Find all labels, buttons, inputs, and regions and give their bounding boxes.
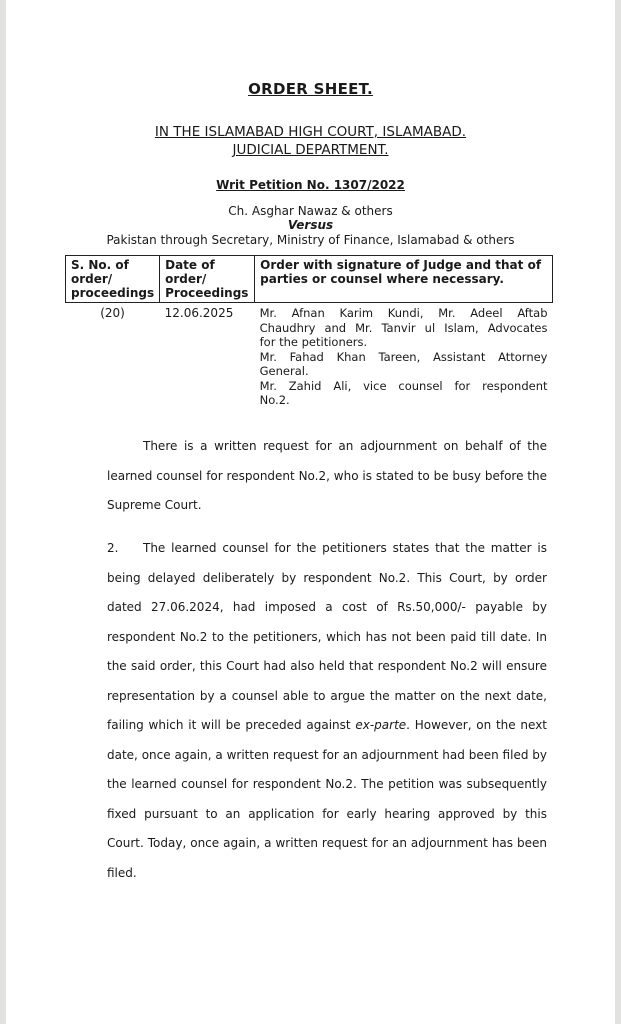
row-serial-number: (20) <box>100 306 125 320</box>
paragraph-2-text-a: The learned counsel for the petitioners states that the matter is being delayed deliberately by respondent No.2. This Court, by order dated 27.06.2024, had imposed a cost of Rs.50,000/- payable by respondent No.2 to the petitioners, which has not been paid till date. In the said order, this Court had also held that respondent No.2 will ensure representation by a counsel able to argue the matter on the next date, failing which it will be preceded against <box>107 541 547 732</box>
respondent-name: Pakistan through Secretary, Ministry of Finance, Islamabad & others <box>106 233 515 247</box>
paragraph-2-text-b: . However, on the next date, once again, a written request for an adjournment had been filed by the learned counsel for respondent No.2. The petition was subsequently fixed pursuant to an application for early hearing approved by this Court. Today, once again, a written request for an adjournment has been filed. <box>107 718 548 880</box>
table-row <box>66 303 553 411</box>
writ-petition-number: Writ Petition No. 1307/2022 <box>216 178 405 192</box>
paragraph-1 <box>107 432 547 521</box>
paragraph-2 <box>107 534 547 888</box>
petitioner-name: Ch. Asghar Nawaz & others <box>228 204 393 218</box>
court-name: IN THE ISLAMABAD HIGH COURT, ISLAMABAD. <box>154 124 467 140</box>
order-table-header-row <box>66 256 553 303</box>
order-table <box>65 255 553 411</box>
versus-label: Versus <box>287 218 334 232</box>
row-date: 12.06.2025 <box>164 306 234 320</box>
header-serial-number: S. No. of order/ proceedings <box>66 256 160 303</box>
paragraph-2-number: 2. <box>107 541 119 555</box>
row-appearance: Mr. Afnan Karim Kundi, Mr. Adeel Aftab Chaudhry and Mr. Tanvir ul Islam, Advocates for the petitioners. Mr. Fahad Khan Tareen, Assistant Attorney General. Mr. Zahid Ali, vice counsel for respondent No.2. <box>259 306 548 407</box>
order-sheet-title: ORDER SHEET. <box>248 80 373 98</box>
department-name: JUDICIAL DEPARTMENT. <box>232 142 389 158</box>
header-order: Order with signature of Judge and that of parties or counsel where necessary. <box>255 256 553 303</box>
paragraph-2-italic: ex-parte <box>355 718 407 732</box>
paragraph-1-text: There is a written request for an adjournment on behalf of the learned counsel for respondent No.2, who is stated to be busy before the Supreme Court. <box>107 439 547 512</box>
header-date: Date of order/ Proceedings <box>160 256 255 303</box>
